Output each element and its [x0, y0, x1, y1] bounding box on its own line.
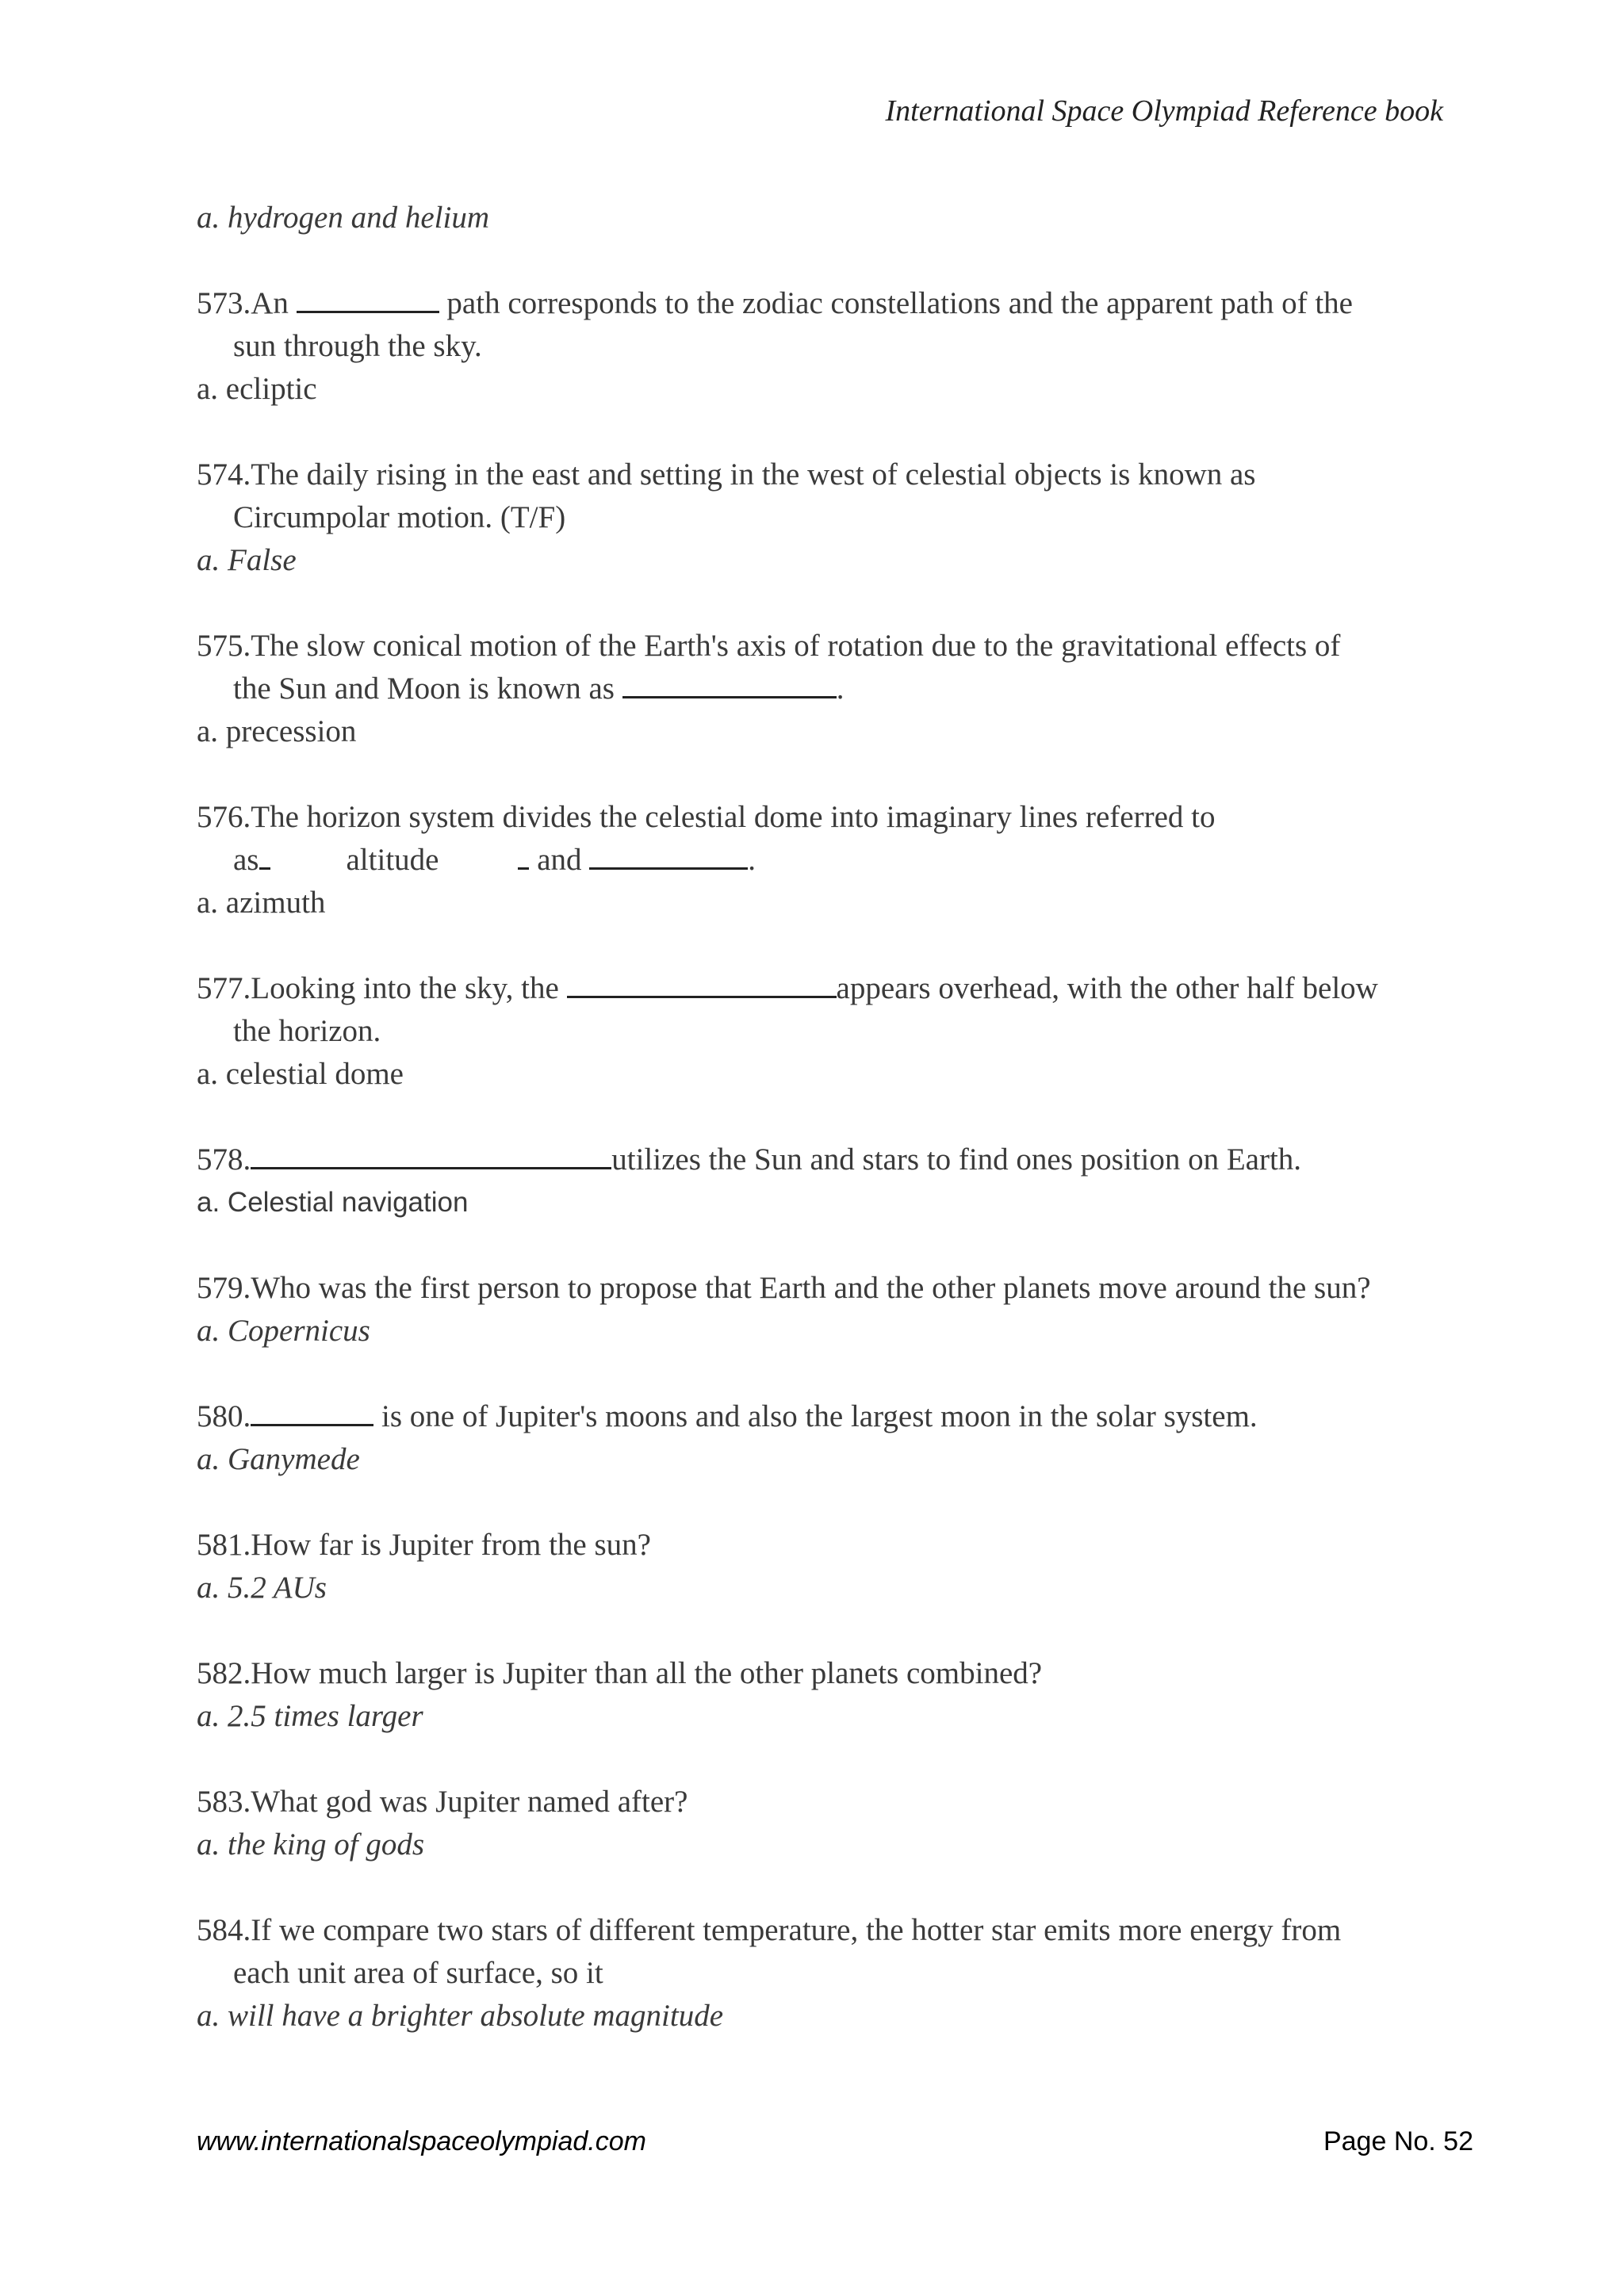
question-number: 583. — [197, 1785, 251, 1819]
question-continuation: each unit area of surface, so it — [233, 1956, 603, 1990]
question-text: The slow conical motion of the Earth's axis of rotation due to the gravitational effects of — [251, 629, 1341, 663]
question-list — [197, 197, 1461, 2080]
question-575 — [197, 625, 1461, 710]
footer-url: www.internationalspaceolympiad.com — [197, 2126, 646, 2156]
answer-line: a. Celestial navigation — [197, 1187, 469, 1218]
answer-line: a. hydrogen and helium — [197, 201, 489, 235]
question-number: 581. — [197, 1528, 251, 1562]
question-number: 580. — [197, 1399, 251, 1433]
answer-line: a. False — [197, 543, 297, 577]
answer-line: a. will have a brighter absolute magnitude — [197, 1999, 724, 2033]
question-text: altitude — [346, 843, 439, 877]
answer-line: a. the king of gods — [197, 1827, 425, 1862]
answer-line: a. precession — [197, 714, 357, 748]
question-text: How far is Jupiter from the sun? — [251, 1528, 651, 1562]
answer-line: a. azimuth — [197, 886, 326, 920]
question-number: 578. — [197, 1142, 251, 1177]
question-text: utilizes the Sun and stars to find ones position on Earth. — [611, 1142, 1302, 1177]
question-number: 573. — [197, 286, 251, 320]
question-584 — [197, 1909, 1461, 1995]
question-text: What god was Jupiter named after? — [251, 1785, 688, 1819]
question-number: 579. — [197, 1271, 251, 1305]
question-continuation: sun through the sky. — [233, 329, 482, 363]
question-text: as — [233, 843, 259, 877]
answer-line: a. Ganymede — [197, 1442, 360, 1476]
question-text: and — [537, 843, 582, 877]
question-574 — [197, 453, 1461, 539]
question-581 — [197, 1524, 1461, 1567]
question-continuation — [197, 668, 1461, 710]
question-text: Looking into the sky, the — [251, 971, 567, 1005]
answer-line: a. ecliptic — [197, 372, 317, 406]
answer-line: a. Copernicus — [197, 1314, 370, 1348]
question-578 — [197, 1138, 1461, 1181]
question-text: path corresponds to the zodiac constellations and the apparent path of the — [439, 286, 1353, 320]
running-header: International Space Olympiad Reference book — [885, 94, 1443, 128]
question-number: 574. — [197, 457, 251, 492]
question-582 — [197, 1652, 1461, 1695]
question-580 — [197, 1395, 1461, 1438]
question-text: If we compare two stars of different temperature, the hotter star emits more energy from — [251, 1913, 1342, 1947]
fill-blank — [567, 967, 837, 998]
question-text: Who was the first person to propose that Earth and the other planets move around the sun? — [251, 1271, 1371, 1305]
question-576 — [197, 796, 1461, 882]
question-number: 582. — [197, 1656, 251, 1690]
question-number: 584. — [197, 1913, 251, 1947]
question-579 — [197, 1267, 1461, 1310]
answer-line: a. celestial dome — [197, 1057, 404, 1091]
fill-blank — [518, 839, 529, 870]
fill-blank — [622, 668, 837, 698]
fill-blank — [589, 839, 748, 870]
question-573 — [197, 282, 1461, 368]
question-text: The horizon system divides the celestial dome into imaginary lines referred to — [251, 800, 1216, 834]
question-text: . — [836, 672, 845, 706]
fill-blank — [251, 1395, 373, 1426]
answer-line: a. 2.5 times larger — [197, 1699, 423, 1733]
question-text: the Sun and Moon is known as — [233, 672, 622, 706]
question-number: 575. — [197, 629, 251, 663]
question-577 — [197, 967, 1461, 1053]
question-number: 576. — [197, 800, 251, 834]
question-continuation: Circumpolar motion. (T/F) — [233, 500, 566, 534]
answer-line: a. 5.2 AUs — [197, 1571, 327, 1605]
question-continuation: the horizon. — [233, 1014, 381, 1048]
fill-blank — [251, 1138, 611, 1169]
question-text: An — [251, 286, 289, 320]
question-text: The daily rising in the east and setting in the west of celestial objects is known as — [251, 457, 1256, 492]
question-text: appears overhead, with the other half below — [836, 971, 1378, 1005]
question-number: 577. — [197, 971, 251, 1005]
page-number: Page No. 52 — [1323, 2126, 1473, 2156]
question-continuation — [197, 839, 1461, 882]
fill-blank — [297, 282, 439, 313]
question-text: . — [748, 843, 756, 877]
question-text: is one of Jupiter's moons and also the largest moon in the solar system. — [373, 1399, 1258, 1433]
question-583 — [197, 1781, 1461, 1823]
fill-blank — [259, 839, 270, 870]
question-text: How much larger is Jupiter than all the other planets combined? — [251, 1656, 1043, 1690]
